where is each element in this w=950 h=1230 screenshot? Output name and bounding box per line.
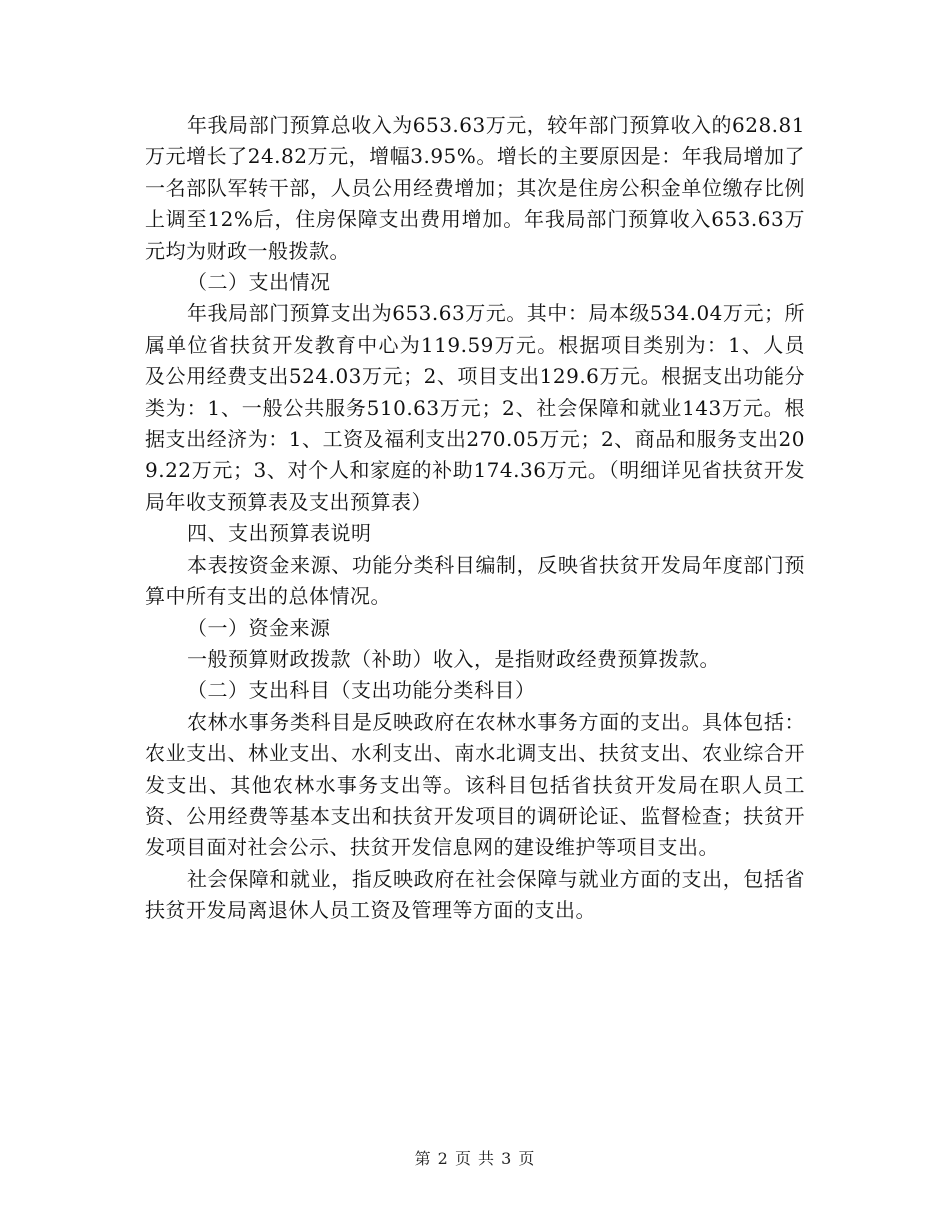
document-page xyxy=(145,110,805,927)
paragraph-expenditure: 年我局部门预算支出为653.63万元。其中：局本级534.04万元；所属单位省扶贫开发教育中心为119.59万元。根据项目类别为：1、人员及公用经费支出524.03万元；2、项目支出129.6万元。根据支出功能分类为：1、一般公共服务510.63万元；2、社会保障和就业143万元。根据支出经济为：1、工资及福利支出270.05万元；2、商品和服务支出209.22万元；3、对个人和家庭的补助174.36万元。（明细详见省扶贫开发局年收支预算表及支出预算表） xyxy=(145,301,805,514)
page-number-footer: 第 2 页 共 3 页 xyxy=(414,1149,536,1168)
paragraph-table-description: 本表按资金来源、功能分类科目编制，反映省扶贫开发局年度部门预算中所有支出的总体情况。 xyxy=(145,552,805,609)
paragraph-revenue: 年我局部门预算总收入为653.63万元，较年部门预算收入的628.81万元增长了24.82万元，增幅3.95%。增长的主要原因是：年我局增加了一名部队军转干部，人员公用经费增加；其次是住房公积金单位缴存比例上调至12%后，住房保障支出费用增加。年我局部门预算收入653.63万元均为财政一般拨款。 xyxy=(145,113,805,263)
paragraph-social-security: 社会保障和就业，指反映政府在社会保障与就业方面的支出，包括省扶贫开发局离退休人员工资及管理等方面的支出。 xyxy=(145,866,805,923)
heading-section-four: 四、支出预算表说明 xyxy=(187,521,372,546)
paragraph-funding-source: 一般预算财政拨款（补助）收入，是指财政经费预算拨款。 xyxy=(187,646,720,671)
paragraph-agriculture-items: 农林水事务类科目是反映政府在农林水事务方面的支出。具体包括：农业支出、林业支出、水利支出、南水北调支出、扶贫支出、农业综合开发支出、其他农林水事务支出等。该科目包括省扶贫开发局在职人员工资、公用经费等基本支出和扶贫开发项目的调研论证、监督检查；扶贫开发项目面对社会公示、扶贫开发信息网的建设维护等项目支出。 xyxy=(145,709,805,860)
heading-funding-source: （一）资金来源 xyxy=(187,615,331,640)
heading-expenditure-items: （二）支出科目（支出功能分类科目） xyxy=(187,678,536,703)
heading-expenditure-situation: （二）支出情况 xyxy=(187,270,331,295)
